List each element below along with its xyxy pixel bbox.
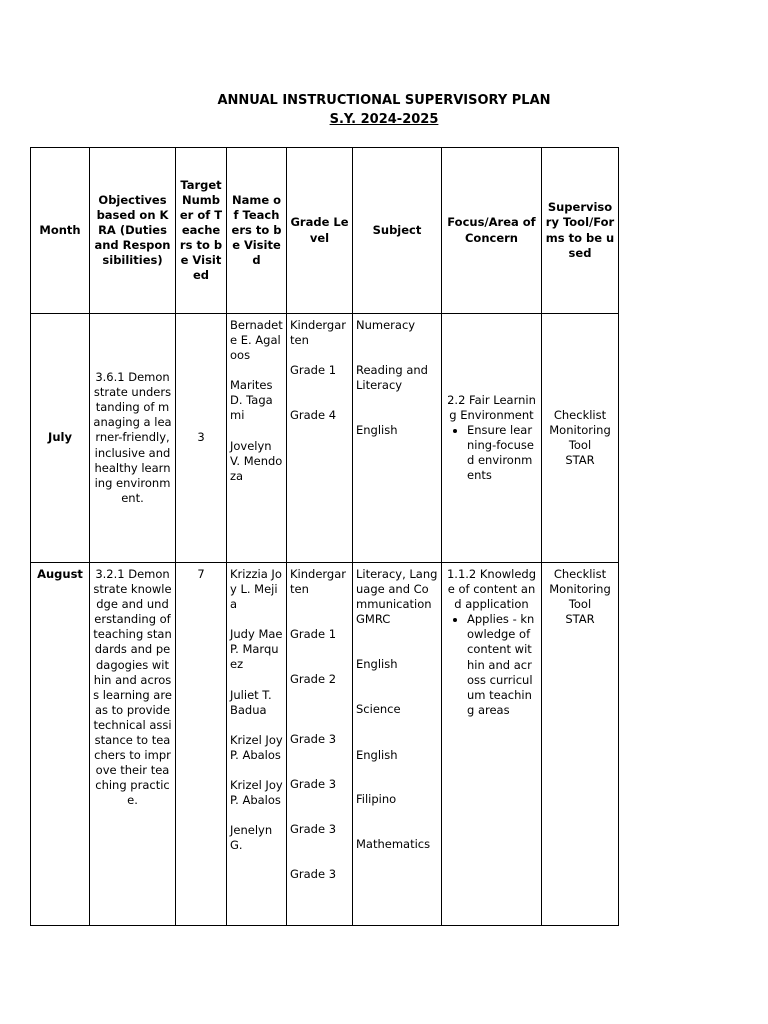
teacher-name: Krizzia Joy L. Mejia [230,567,282,612]
col-header-teachers: Name of Teachers to be Visited [227,148,287,314]
col-header-focus: Focus/Area of Concern [442,148,542,314]
grade-level: Grade 4 [290,408,337,422]
table-row [31,314,619,563]
focus-list [445,423,538,483]
focus-item: • Ensure learning-focused environments [467,423,538,483]
col-header-grade-level: Grade Level [287,148,353,314]
grade-level: Kindergarten [290,318,347,348]
document-title: ANNUAL INSTRUCTIONAL SUPERVISORY PLAN [217,93,551,108]
tools-cell [542,563,619,926]
subject: Literacy, Language and Communication [356,567,438,612]
tool-item: Checklist [553,407,607,422]
focus-list [445,612,538,718]
focus-item: • Applies - knowledge of content within and across curriculum teaching areas [467,612,538,718]
target-cell: 3 [176,314,227,563]
subject: Filipino [356,792,397,807]
teachers-cell [227,563,287,926]
tool-item: Monitoring Tool [549,582,611,612]
month-cell: August [31,563,90,926]
grade-level: Grade 1 [290,627,337,641]
tool-item: Monitoring Tool [549,422,611,452]
teacher-name: Bernadete E. Agaloos [230,318,283,363]
focus-title: 2.2 Fair Learning Environment [447,392,536,422]
supervisory-plan-table [30,147,619,926]
teacher-name: Judy Mae P. Marquez [230,627,283,672]
table-row [31,563,619,926]
teacher-name: Jovelyn V. Mendoza [230,438,283,483]
col-header-month: Month [31,148,90,314]
col-header-objectives: Objectives based on KRA (Duties and Responsibilities) [90,148,176,314]
subject: English [356,748,398,763]
objective-cell: 3.6.1 Demonstrate understanding of managing a learner-friendly, inclusive and healthy learning environment. [90,314,176,563]
focus-title: 1.1.2 Knowledge of content and application [446,567,537,612]
focus-cell [442,563,542,926]
subjects-cell [353,314,442,563]
grade-level: Grade 3 [290,732,337,746]
subject: English [356,657,398,672]
subjects-cell [353,563,442,926]
tool-item: STAR [565,453,595,468]
subject: English [356,423,398,437]
target-cell: 7 [176,563,227,926]
teacher-name: Krizel Joy P. Abalos [230,732,283,762]
tool-item: STAR [565,612,595,627]
grade-level: Grade 3 [290,867,337,881]
subject: Science [356,702,401,717]
school-year: S.Y. 2024-2025 [329,112,439,127]
grade-level: Grade 1 [290,363,337,377]
grade-level: Grade 3 [290,822,337,836]
header-row [31,148,619,314]
grade-level: Grade 2 [290,672,337,686]
objective-cell: 3.2.1 Demonstrate knowledge and understanding of teaching standards and pedagogies within and across learning areas to provide technical assistance to teachers to improve their teaching practice. [90,563,176,926]
tools-cell [542,314,619,563]
grade-level: Grade 3 [290,777,337,791]
subject: Numeracy [356,318,416,332]
col-header-tools: Supervisory Tool/Forms to be used [542,148,619,314]
subject: Mathematics [356,837,431,852]
tool-item: Checklist [553,567,607,581]
teacher-name: Krizel Joy P. Abalos [230,777,283,808]
teacher-name: Juliet T. Badua [230,687,272,717]
teacher-name: Jenelyn G. [230,823,273,853]
teachers-cell [227,314,287,563]
teacher-name: Marites D. Tagami [230,378,273,423]
focus-cell [442,314,542,563]
month-cell: July [31,314,90,563]
subject: GMRC [356,612,391,627]
col-header-subject: Subject [353,148,442,314]
col-header-target: Target Number of Teachers to be Visited [176,148,227,314]
grades-cell [287,314,353,563]
grade-level: Kindergarten [290,567,347,597]
grades-cell [287,563,353,926]
subject: Reading and Literacy [356,363,428,393]
